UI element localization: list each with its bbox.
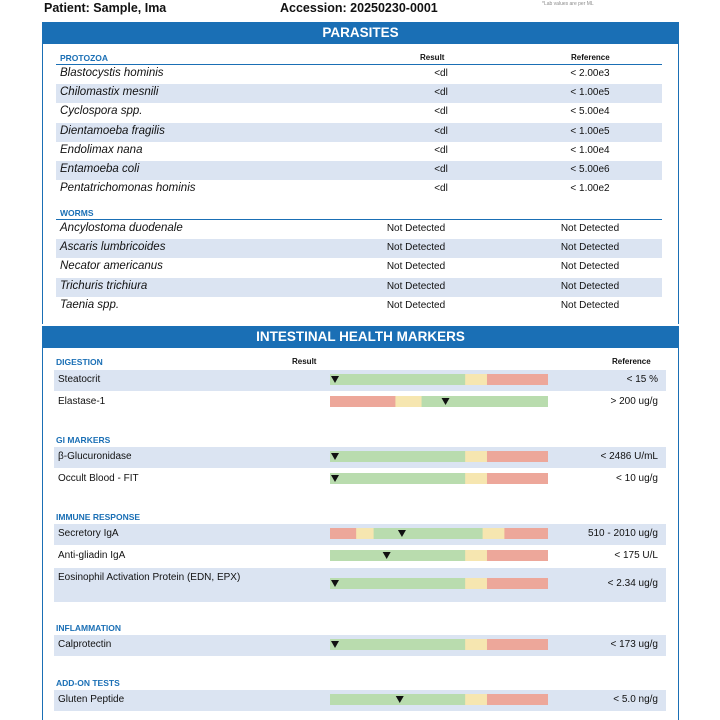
- marker-row: [54, 546, 666, 567]
- result-value: <dl: [434, 87, 448, 99]
- table-row: [56, 65, 662, 84]
- marker-name: Calprotectin: [58, 639, 112, 650]
- organism-name: Ascaris lumbricoides: [60, 241, 166, 254]
- organism-name: Endolimax nana: [60, 143, 143, 156]
- reference-value: Not Detected: [560, 223, 620, 234]
- organism-name: Cyclospora spp.: [60, 105, 143, 118]
- result-value: Not Detected: [386, 242, 446, 254]
- markers-reference-header: Reference: [612, 357, 651, 366]
- table-row: [56, 123, 662, 142]
- range-segment: [465, 473, 487, 484]
- range-segment: [465, 578, 487, 589]
- organism-name: Necator americanus: [60, 260, 163, 273]
- reference-value: < 2.34 ug/g: [607, 578, 658, 589]
- marker-row: [54, 370, 666, 391]
- result-value: <dl: [434, 68, 448, 79]
- result-value: Not Detected: [386, 299, 446, 311]
- result-value: Not Detected: [386, 280, 446, 292]
- range-segment: [487, 578, 548, 589]
- table-row: [56, 103, 662, 122]
- table-row: [56, 180, 662, 199]
- marker-row: [54, 568, 666, 602]
- range-bar: [330, 528, 548, 539]
- reference-value: < 173 ug/g: [610, 639, 658, 650]
- range-bar: [330, 451, 548, 462]
- result-value: <dl: [434, 183, 448, 195]
- result-value: Not Detected: [386, 261, 446, 273]
- marker-name: Steatocrit: [58, 374, 101, 385]
- marker-row: [54, 635, 666, 656]
- inflammation-label: INFLAMMATION: [56, 623, 121, 633]
- range-segment: [465, 550, 487, 561]
- reference-value: Not Detected: [560, 242, 620, 254]
- reference-value: < 2.00e3: [570, 68, 610, 79]
- immune-response-label: IMMUNE RESPONSE: [56, 512, 141, 522]
- marker-row: [54, 447, 666, 468]
- range-segment: [422, 396, 548, 407]
- patient-name: Patient: Sample, Ima: [44, 1, 167, 15]
- range-segment: [504, 528, 548, 539]
- header-note: *Lab values are per ML: [542, 1, 594, 7]
- range-bar: [330, 578, 548, 589]
- range-segment: [330, 374, 466, 385]
- table-row: [56, 297, 662, 316]
- organism-name: Trichuris trichiura: [60, 279, 148, 292]
- range-segment: [395, 396, 422, 407]
- reference-value: < 2486 U/mL: [600, 451, 658, 462]
- reference-value: < 5.00e6: [570, 164, 610, 175]
- reference-value: Not Detected: [560, 261, 620, 273]
- reference-value: < 10 ug/g: [616, 473, 658, 484]
- protozoa-result-header: Result: [420, 53, 445, 62]
- reference-value: < 1.00e5: [570, 125, 610, 137]
- organism-name: Blastocystis hominis: [60, 67, 164, 79]
- marker-name: Secretory IgA: [58, 528, 119, 539]
- organism-name: Ancylostoma duodenale: [60, 222, 183, 234]
- range-segment: [330, 639, 466, 650]
- parasites-title: PARASITES: [42, 22, 679, 44]
- range-segment: [487, 473, 548, 484]
- range-segment: [483, 528, 505, 539]
- marker-row: [54, 524, 666, 545]
- organism-name: Taenia spp.: [60, 298, 120, 311]
- accession-number: Accession: 20250230-0001: [280, 1, 438, 15]
- reference-value: < 1.00e4: [570, 144, 610, 156]
- range-indicator: [330, 694, 548, 705]
- range-bar: [330, 374, 548, 385]
- result-value: <dl: [434, 106, 448, 118]
- range-indicator: [330, 528, 548, 539]
- reference-value: < 1.00e5: [570, 87, 610, 99]
- marker-name: β-Glucuronidase: [58, 451, 132, 462]
- markers-title: INTESTINAL HEALTH MARKERS: [42, 326, 679, 348]
- result-value: <dl: [434, 144, 448, 156]
- range-segment: [330, 473, 466, 484]
- result-value: <dl: [434, 125, 448, 137]
- reference-value: < 1.00e2: [570, 183, 610, 195]
- organism-name: Entamoeba coli: [60, 163, 140, 175]
- gi-markers-label: GI MARKERS: [56, 435, 111, 445]
- range-indicator: [330, 578, 548, 589]
- reference-value: < 5.0 ng/g: [613, 694, 658, 705]
- reference-value: Not Detected: [560, 280, 620, 292]
- range-segment: [487, 550, 548, 561]
- organism-name: Pentatrichomonas hominis: [60, 182, 196, 195]
- range-indicator: [330, 639, 548, 650]
- range-segment: [465, 451, 487, 462]
- reference-value: < 175 U/L: [614, 550, 658, 561]
- marker-name: Elastase-1: [58, 396, 106, 407]
- range-bar: [330, 639, 548, 650]
- range-indicator: [330, 473, 548, 484]
- range-indicator: [330, 550, 548, 561]
- range-segment: [330, 451, 466, 462]
- add-on-tests-label: ADD-ON TESTS: [56, 678, 120, 688]
- digestion-label: DIGESTION: [56, 357, 103, 367]
- protozoa-label: PROTOZOA: [60, 53, 109, 63]
- range-segment: [374, 528, 484, 539]
- range-segment: [330, 528, 357, 539]
- range-bar: [330, 396, 548, 407]
- organism-name: Dientamoeba fragilis: [60, 124, 165, 137]
- table-row: [56, 84, 662, 103]
- marker-row: [54, 690, 666, 711]
- range-segment: [330, 550, 466, 561]
- range-segment: [487, 451, 548, 462]
- reference-value: > 200 ug/g: [610, 396, 658, 407]
- marker-name: Eosinophil Activation Protein (EDN, EPX): [58, 572, 241, 583]
- worms-label: WORMS: [60, 208, 94, 218]
- result-value: <dl: [434, 164, 448, 175]
- range-segment: [465, 639, 487, 650]
- report-header: [0, 0, 720, 18]
- marker-name: Occult Blood - FIT: [58, 473, 139, 484]
- range-segment: [465, 374, 487, 385]
- reference-value: 510 - 2010 ug/g: [587, 528, 658, 539]
- range-segment: [356, 528, 374, 539]
- markers-result-header: Result: [292, 357, 317, 366]
- reference-value: Not Detected: [560, 299, 620, 311]
- range-bar: [330, 473, 548, 484]
- marker-row: [54, 469, 666, 490]
- result-value: Not Detected: [386, 223, 446, 234]
- table-row: [56, 220, 662, 239]
- range-indicator: [330, 396, 548, 407]
- range-segment: [487, 694, 548, 705]
- range-indicator: [330, 374, 548, 385]
- range-indicator: [330, 451, 548, 462]
- range-segment: [487, 374, 548, 385]
- range-bar: [330, 694, 548, 705]
- range-bar: [330, 550, 548, 561]
- range-segment: [330, 578, 466, 589]
- table-row: [56, 258, 662, 277]
- reference-value: < 5.00e4: [570, 106, 610, 118]
- marker-name: Anti-gliadin IgA: [58, 550, 126, 561]
- table-row: [56, 142, 662, 161]
- table-row: [56, 278, 662, 297]
- organism-name: Chilomastix mesnili: [60, 86, 159, 99]
- marker-row: [54, 392, 666, 413]
- range-segment: [330, 396, 396, 407]
- table-row: [56, 161, 662, 180]
- range-segment: [465, 694, 487, 705]
- range-segment: [487, 639, 548, 650]
- protozoa-reference-header: Reference: [571, 53, 610, 62]
- marker-name: Gluten Peptide: [58, 694, 125, 705]
- table-row: [56, 239, 662, 258]
- reference-value: < 15 %: [626, 374, 658, 385]
